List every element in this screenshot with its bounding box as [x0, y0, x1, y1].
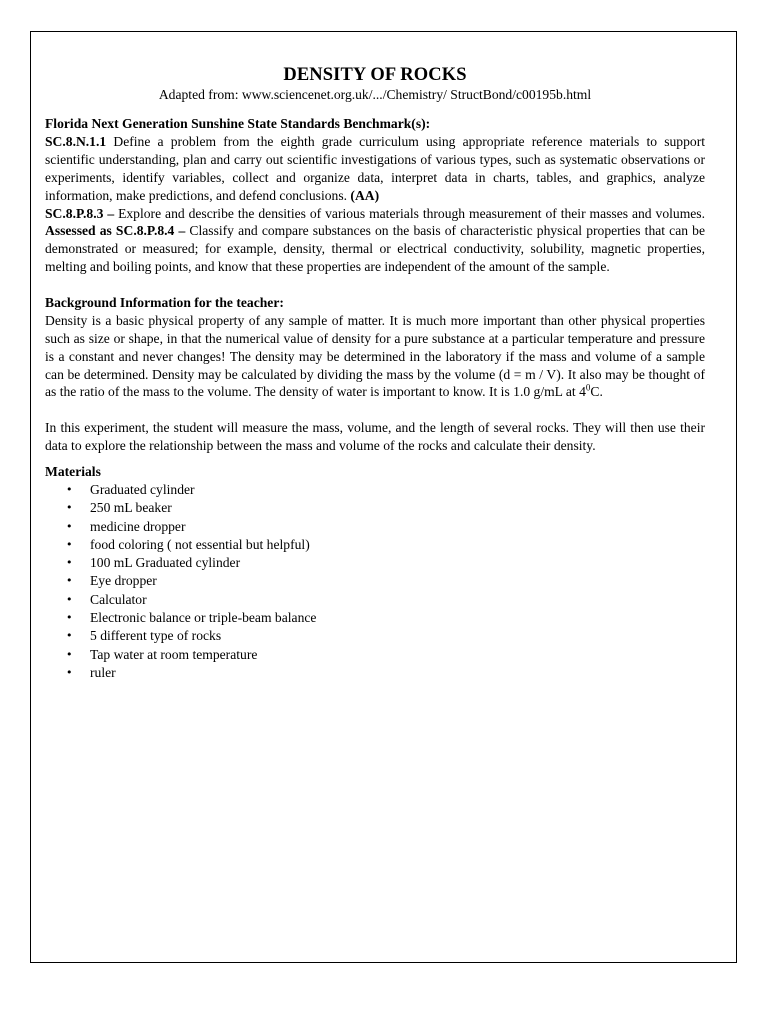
- material-label: food coloring ( not essential but helpful): [90, 536, 310, 552]
- list-item: [45, 627, 705, 645]
- standard-tag: (AA): [347, 187, 380, 203]
- source-citation: Adapted from: www.sciencenet.org.uk/.../Chemistry/ StructBond/c00195b.html: [158, 87, 592, 102]
- list-item: [45, 572, 705, 590]
- degree-unit: C.: [590, 384, 603, 400]
- material-label: Calculator: [90, 591, 147, 607]
- list-item: [45, 554, 705, 572]
- bullet-icon: •: [66, 592, 73, 606]
- standards-heading: Florida Next Generation Sunshine State Standards Benchmark(s):: [45, 116, 431, 131]
- bullet-icon: •: [66, 556, 73, 570]
- material-label: medicine dropper: [90, 518, 186, 534]
- standard-sc-8-n-1-1: [45, 133, 705, 205]
- bullet-icon: •: [66, 629, 73, 643]
- materials-heading: Materials: [45, 464, 101, 479]
- experiment-paragraph: In this experiment, the student will measure the mass, volume, and the length of several rocks. They will then use their data to explore the relationship between the mass and volume of the rocks and calculate their density.: [45, 420, 705, 454]
- material-label: Eye dropper: [90, 573, 157, 589]
- background-paragraph: [45, 312, 705, 402]
- page-title: DENSITY OF ROCKS: [283, 65, 467, 85]
- materials-list: [45, 481, 705, 682]
- list-item: [45, 609, 705, 627]
- list-item: [45, 481, 705, 499]
- assessed-as-label: Assessed as SC.8.P.8.4 –: [45, 223, 186, 239]
- material-label: Electronic balance or triple-beam balance: [90, 609, 317, 625]
- background-heading: Background Information for the teacher:: [45, 294, 284, 310]
- list-item: [45, 646, 705, 664]
- standard-text: Classify and compare substances on the basis of characteristic physical properties that can be demonstrated or measured; for example, density, thermal or electrical conductivity, solubility, magnetic properties, melting and boiling points, and know that these properties are independent of the amount of the sample.: [45, 223, 706, 275]
- bullet-icon: •: [66, 647, 73, 661]
- standard-text: Define a problem from the eighth grade curriculum using appropriate reference materials to support scientific understanding, plan and carry out scientific investigations of various types, such as systematic observations or experiments, identify variables, collect and organize data, interpret data in charts, tables, and graphics, analyze information, make predictions, and defend conclusions.: [45, 133, 705, 203]
- background-text: Density is a basic physical property of any sample of matter. It is much more important than other physical properties such as size or shape, in that the numerical value of density for a pure substance at a particular temperature and pressure is a constant and never changes! The density may be determined in the laboratory if the mass and volume of a sample can be determined. Density may be calculated by dividing the mass by the volume (d = m / V). It also may be thought of as the ratio of the mass to the volume. The density of water is important to know. It is 1.0 g/mL at 4: [45, 312, 705, 400]
- bullet-icon: •: [66, 665, 73, 679]
- material-label: 250 mL beaker: [90, 500, 172, 516]
- list-item: [45, 518, 705, 536]
- material-label: 5 different type of rocks: [90, 628, 222, 644]
- list-item: [45, 536, 705, 554]
- material-label: ruler: [90, 664, 116, 680]
- degree-superscript: 0: [585, 382, 591, 393]
- standard-text: Explore and describe the densities of various materials through measurement of their masses and volumes.: [114, 205, 705, 221]
- bullet-icon: •: [66, 482, 73, 496]
- material-label: Graduated cylinder: [90, 481, 195, 497]
- list-item: [45, 591, 705, 609]
- list-item: [45, 664, 705, 682]
- standard-sc-8-p-8-3: [45, 205, 705, 277]
- bullet-icon: •: [66, 537, 73, 551]
- standard-code: SC.8.N.1.1: [45, 133, 107, 149]
- material-label: 100 mL Graduated cylinder: [90, 555, 241, 571]
- bullet-icon: •: [66, 501, 73, 515]
- document-body: [45, 64, 705, 682]
- bullet-icon: •: [66, 574, 73, 588]
- material-label: Tap water at room temperature: [90, 646, 258, 662]
- bullet-icon: •: [66, 610, 73, 624]
- standard-code: SC.8.P.8.3 –: [45, 205, 115, 221]
- list-item: [45, 499, 705, 517]
- bullet-icon: •: [66, 519, 73, 533]
